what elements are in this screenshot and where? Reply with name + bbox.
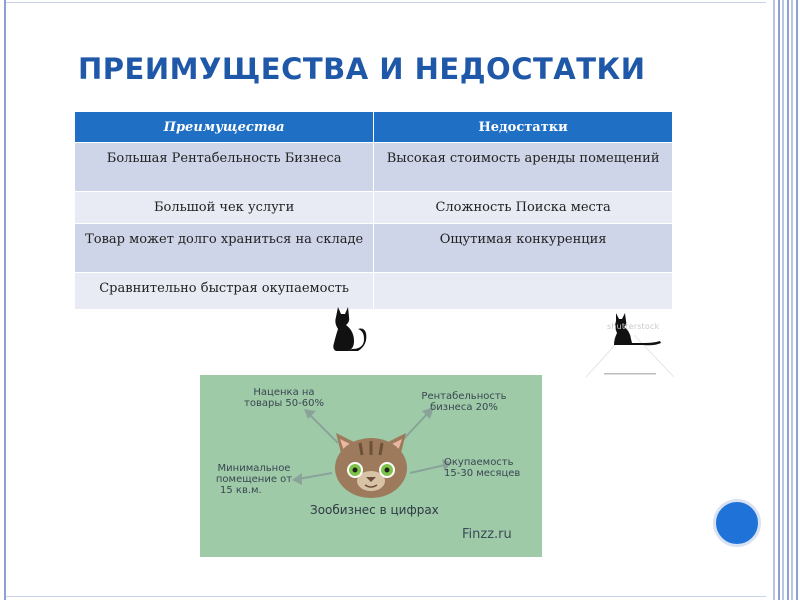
cat-silhouette-icon xyxy=(584,305,676,380)
frame-left-border xyxy=(4,0,6,600)
infographic-caption: Зообизнес в цифрах xyxy=(310,503,439,517)
label-profitability: Рентабельность бизнеса 20% xyxy=(421,391,507,413)
table-row xyxy=(75,143,673,192)
table-cell: Сложность Поиска места xyxy=(374,192,673,224)
table-cell: Большой чек услуги xyxy=(75,192,374,224)
pros-cons-table xyxy=(75,112,673,309)
frame-right-stripes xyxy=(766,0,800,600)
slide-title: ПРЕИМУЩЕСТВА И НЕДОСТАТКИ xyxy=(78,52,646,86)
header-cons: Недостатки xyxy=(374,112,673,143)
table-cell xyxy=(374,273,673,310)
frame-top-border xyxy=(6,2,770,3)
frame-bottom-border xyxy=(6,596,770,597)
label-markup: Наценка на товары 50-60% xyxy=(244,387,324,409)
table-header-row xyxy=(75,112,673,143)
infographic-brand: Finzz.ru xyxy=(462,527,512,542)
table-cell: Высокая стоимость аренды помещений xyxy=(374,143,673,192)
infographic-image xyxy=(200,375,542,557)
cat-face-icon xyxy=(335,433,407,498)
label-payback: Окупаемость 15-30 месяцев xyxy=(444,457,521,479)
table-cell: Ощутимая конкуренция xyxy=(374,224,673,273)
watermark-text: shutterstock xyxy=(607,322,660,331)
table-row xyxy=(75,224,673,273)
header-pros: Преимущества xyxy=(75,112,374,143)
table-row xyxy=(75,273,673,310)
cat-silhouette-icon xyxy=(330,305,370,353)
table-cell: Большая Рентабельность Бизнеса xyxy=(75,143,374,192)
decorative-circle xyxy=(713,499,761,547)
label-min-area: Минимальное помещение от 15 кв.м. xyxy=(215,463,293,496)
table-cell: Сравнительно быстрая окупаемость xyxy=(75,273,374,310)
table-row xyxy=(75,192,673,224)
table-cell: Товар может долго храниться на складе xyxy=(75,224,374,273)
